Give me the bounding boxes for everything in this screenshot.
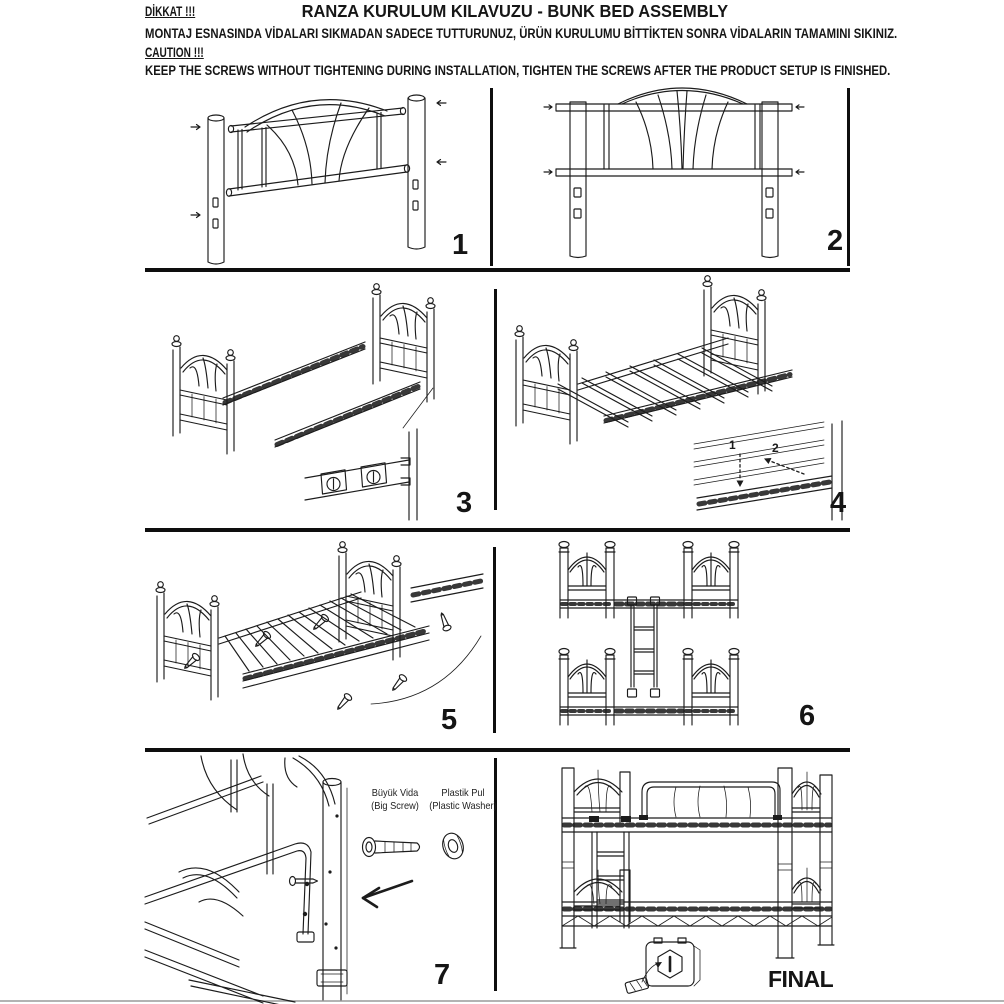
arrow-mark [544, 105, 804, 174]
leader-curve [371, 636, 481, 704]
step-3-label: 3 [456, 487, 473, 519]
arrow-mark [191, 125, 200, 218]
row1-vertical-divider [490, 88, 493, 266]
step-2-label: 2 [827, 225, 844, 257]
step-2-drawing [500, 88, 848, 267]
step-4-drawing [500, 274, 860, 526]
posts [560, 768, 834, 958]
row2-bottom-divider [145, 528, 850, 532]
screws [182, 613, 408, 712]
right-headboard [372, 284, 435, 402]
instruction-text-tr: MONTAJ ESNASINDA VİDALARI SIKMADAN SADECE TUTTURUNUZ, ÜRÜN KURULUMU BİTTİKTEN SONRA VİDALARIN TAMAMINI SIKINIZ. [145, 26, 898, 41]
bracket-detail-inset [625, 938, 700, 994]
inset-drop-number: 1 [729, 438, 736, 452]
left-post [208, 115, 224, 264]
side-rail [578, 338, 792, 423]
lower-bed [559, 649, 739, 726]
upper-right-headboard [792, 772, 821, 812]
slat-drop-detail-inset [694, 421, 842, 520]
row2-vertical-divider [494, 289, 497, 510]
step-5-label: 5 [441, 704, 458, 736]
side-rail [223, 342, 420, 447]
left-headboard [156, 582, 219, 700]
pointer-arrow [363, 881, 412, 907]
row1-bottom-divider [145, 268, 850, 272]
side-rail [219, 592, 429, 688]
screw-point-detail-inset [411, 574, 483, 632]
ladder [628, 597, 660, 697]
final-label: FINAL [768, 966, 834, 992]
curved-arrow [642, 963, 659, 982]
left-headboard [172, 336, 235, 454]
step-6-label: 6 [799, 700, 816, 732]
left-headboard [515, 326, 578, 444]
guard-rail [145, 843, 314, 942]
upper-left-headboard [574, 770, 630, 822]
right-post [408, 95, 425, 249]
rail-hook-detail-inset [305, 429, 417, 520]
bed-post [317, 779, 347, 1001]
page-title: RANZA KURULUM KILAVUZU - BUNK BED ASSEMBLY [301, 1, 729, 21]
small-washer-piece [625, 977, 649, 993]
row3-vertical-divider [493, 547, 496, 733]
instruction-text-en: KEEP THE SCREWS WITHOUT TIGHTENING DURING INSTALLATION, TIGHTEN THE SCREWS AFTER THE PRODUCT SETUP IS FINISHED. [145, 63, 891, 78]
inserted-screw [290, 877, 318, 886]
headboard-frame [226, 100, 409, 197]
step-5-drawing [145, 534, 490, 746]
big-screw-label: Büyük Vida (Big Screw) [371, 787, 419, 812]
plastic-washer-part [439, 831, 466, 862]
step-1-label: 1 [452, 229, 469, 261]
upper-bed [559, 542, 739, 619]
lower-left-headboard [574, 870, 630, 922]
guard-rail [639, 782, 782, 820]
arrow-mark [437, 101, 446, 165]
row3-bottom-divider [145, 748, 850, 752]
step-4-label: 4 [830, 487, 847, 519]
step-7-label: 7 [434, 959, 451, 991]
attention-label-tr: DİKKAT !!! [145, 3, 196, 19]
plastic-washer-label: Plastik Pul (Plastic Washer) [429, 787, 497, 812]
step-1-drawing [145, 88, 490, 267]
step-3-drawing [145, 274, 490, 526]
attention-label-en: CAUTION !!! [145, 44, 204, 60]
assembled-headboard [556, 88, 792, 258]
inset-slide-number: 2 [772, 441, 779, 455]
right-headboard [703, 276, 766, 394]
big-screw-part [363, 838, 420, 857]
